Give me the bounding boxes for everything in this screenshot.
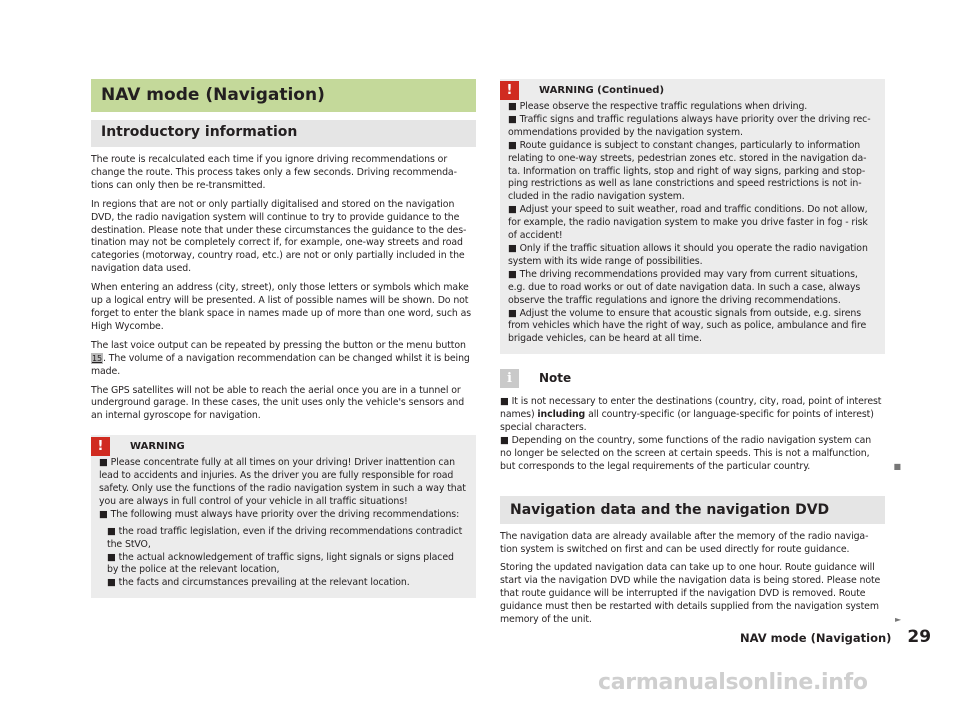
warning-title: WARNING (Continued) — [539, 84, 665, 96]
paragraph: When entering an address (city, street), only those letters or symbols which make up a logical entry will be presented. A list of possible names will be shown. Do not forget to enter the blank space in names made up of more than one word, such as High Wycombe. — [91, 282, 472, 332]
right-column — [500, 79, 901, 633]
warning-continued-box — [500, 79, 885, 354]
warning-bullet: ■ Please observe the respective traffic regulations when driving. — [508, 101, 808, 112]
warning-title: WARNING — [130, 440, 185, 452]
section-title-navigation-data: Navigation data and the navigation DVD — [500, 496, 885, 524]
paragraph: In regions that are not or only partially digitalised and stored on the navigation DVD, the radio navigation system will continue to try to provide guidance to the destination. Please note that under these circumstances the guidance to the des-tination may not be completely correct if, for example, one-way streets and road categories (motorway, country road, etc.) are not or only partially included in the navigation data used. — [91, 198, 467, 275]
note-bold-text: including — [537, 409, 586, 421]
page-number: 29 — [907, 627, 932, 647]
footer-section-name: NAV mode (Navigation) — [740, 631, 892, 645]
note-text: ■ It is not necessary to enter the destinations (country, city, road, point of interest names) — [500, 396, 882, 421]
warning-header — [91, 435, 468, 457]
paragraph — [500, 562, 901, 627]
warning-bullet: ■ Adjust the volume to ensure that acoustic signals from outside, e.g. sirens from vehicles which have the right of way, such as police, ambulance and fire brigade vehicles, can be heard at all time. — [508, 307, 867, 345]
warning-bullet: ■ The following must always have priority over the driving recommendations: — [99, 508, 460, 520]
section-title-intro: Introductory information — [91, 120, 476, 147]
button-reference-tag[interactable]: 15 — [92, 353, 102, 363]
warning-bullet: ■ Only if the traffic situation allows it should you operate the radio navigation system with its wide range of possibilities. — [508, 242, 868, 267]
note-header — [500, 368, 885, 388]
warning-bullet: ■ Route guidance is subject to constant changes, particularly to information relating to one-way streets, pedestrian zones etc. stored in the navigation da-ta. Information on traffic lights, stop and right of way signs, parking and stop-ping restrictions as well as lane constrictions and speed restrictions is not in-cluded in the radio navigation system. — [508, 139, 867, 203]
warning-icon: ! — [500, 81, 519, 100]
note-bullet — [500, 434, 901, 474]
chapter-title: NAV mode (Navigation) — [91, 79, 476, 112]
note-text: all country-specific (or language-specific for points of interest) special characters. — [500, 409, 874, 434]
paragraph: The GPS satellites will not be able to reach the aerial once you are in a tunnel or underground garage. In these cases, the unit uses only the vehicle's sensors and an internal gyroscope for navigation. — [91, 384, 465, 422]
warning-subbullet: ■ the actual acknowledgement of traffic signs, light signals or signs placed by the police at the relevant location, — [107, 551, 454, 576]
page-footer — [740, 627, 931, 647]
info-icon: i — [500, 369, 519, 388]
warning-box — [91, 435, 476, 598]
warning-icon: ! — [91, 437, 110, 456]
warning-bullet: ■ Adjust your speed to suit weather, road and traffic conditions. Do not allow, for example, the radio navigation system to make you drive faster in fog - risk of accident! — [508, 204, 868, 242]
paragraph-text: The last voice output can be repeated by pressing the button or the menu button — [91, 339, 466, 351]
note-bullet — [500, 396, 885, 435]
continue-arrow-icon: ► — [894, 615, 901, 625]
warning-bullet: ■ Traffic signs and traffic regulations always have priority over the driving rec-ommendations provided by the navigation system. — [508, 113, 871, 138]
paragraph-text: . The volume of a navigation recommendation can be changed whilst it is being made. — [91, 352, 470, 377]
warning-bullet: ■ Please concentrate fully at all times on your driving! Driver inattention can lead to accidents and injuries. As the driver you are fully responsible for road safety. Only use the functions of the radio navigation system in such a way that you are always in full control of your vehicle in all traffic situations! — [99, 457, 466, 507]
paragraph-text: Storing the updated navigation data can take up to one hour. Route guidance will start via the navigation DVD while the navigation data is being stored. Please note that route guidance will be interrupted if the navigation DVD is removed. Route guidance must then be restarted with details supplied from the navigation system memory of the unit. — [500, 562, 881, 626]
paragraph — [91, 340, 476, 379]
warning-subbullet: ■ the road traffic legislation, even if the driving recommendations contradict the StVO, — [107, 525, 463, 550]
left-column — [91, 79, 476, 598]
warning-subbullet: ■ the facts and circumstances prevailing at the relevant location. — [107, 577, 410, 589]
note-title: Note — [539, 371, 572, 386]
paragraph: The route is recalculated each time if you ignore driving recommendations or change the route. This process takes only a few seconds. Driving recommenda-tions can only then be re-transmitted. — [91, 154, 457, 191]
paragraph: The navigation data are already available after the memory of the radio naviga-tion system is switched on first and can be used directly for route guidance. — [500, 530, 869, 555]
warning-bullet: ■ The driving recommendations provided may vary from current situations, e.g. due to road works or out of date navigation data. In such a case, always observe the traffic regulations and ignore the driving recommendations. — [508, 268, 861, 306]
note-text: ■ Depending on the country, some functions of the radio navigation system can no longer be selected on the screen at certain speeds. This is not a malfunction, but corresponds to the legal requirements of the particular country. — [500, 434, 872, 472]
section-end-mark: ■ — [893, 461, 901, 471]
watermark: carmanualsonline.info — [598, 670, 868, 695]
warning-header — [500, 79, 877, 101]
